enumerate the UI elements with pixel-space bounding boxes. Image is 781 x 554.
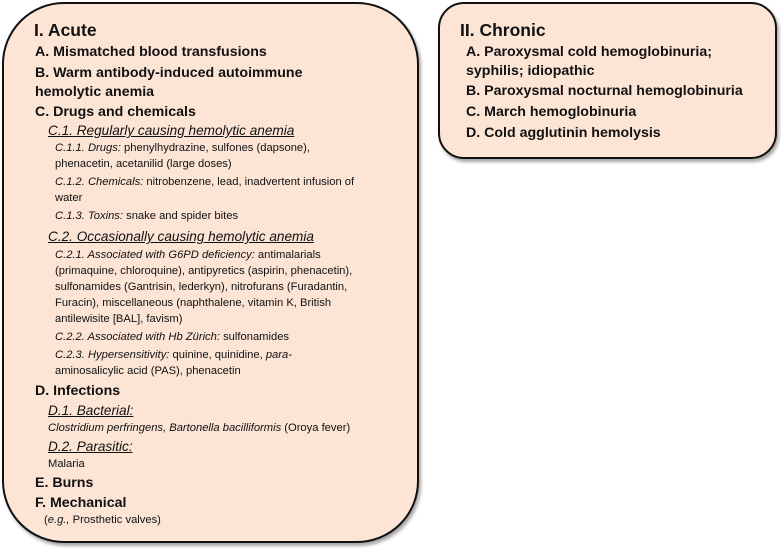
c1-2-line1: C.1.2. Chemicals: nitrobenzene, lead, inadvertent infusion of [55, 176, 355, 188]
c1-1-line2: phenacetin, acetanilid (large doses) [55, 158, 232, 170]
f-note: (e.g., Prosthetic valves) [44, 514, 161, 526]
chronic-item-b: B. Paroxysmal nocturnal hemoglobinuria [466, 83, 743, 99]
chronic-item-a-line1: A. Paroxysmal cold hemoglobinuria; [466, 44, 712, 60]
c1-2-label: C.1.2. Chemicals: [55, 176, 144, 188]
c2-1-line2: (primaquine, chloroquine), antipyretics (aspirin, phenacetin), [55, 265, 353, 277]
acute-title: I. Acute [34, 20, 97, 40]
c1-heading: C.1. Regularly causing hemolytic anemia [48, 123, 295, 138]
chronic-item-c: C. March hemoglobinuria [466, 104, 637, 120]
c2-1-line3: sulfonamides (Gantrisin, lederkyn), nitrofurans (Furadantin, [55, 281, 348, 293]
c2-3-line1: C.2.3. Hypersensitivity: quinine, quinidine, para- [55, 349, 292, 361]
c1-3: C.1.3. Toxins: snake and spider bites [55, 210, 239, 222]
c1-1-line1: C.1.1. Drugs: phenylhydrazine, sulfones (dapsone), [55, 142, 310, 154]
c1-3-label: C.1.3. Toxins: [55, 210, 123, 222]
c2-3-label: C.2.3. Hypersensitivity: [55, 349, 170, 361]
acute-item-b-line1: B. Warm antibody-induced autoimmune [35, 65, 303, 81]
d2-heading: D.2. Parasitic: [48, 439, 133, 454]
c2-heading: C.2. Occasionally causing hemolytic anemia [48, 229, 314, 244]
c1-2-line2: water [55, 192, 83, 204]
c2-3-line2: aminosalicylic acid (PAS), phenacetin [55, 365, 241, 377]
c2-1-line1: C.2.1. Associated with G6PD deficiency: antimalarials [55, 249, 321, 261]
acute-item-c: C. Drugs and chemicals [35, 104, 196, 120]
d1-heading: D.1. Bacterial: [48, 403, 134, 418]
d2-text: Malaria [48, 458, 85, 470]
acute-item-b-line2: hemolytic anemia [35, 84, 155, 100]
chronic-item-d: D. Cold agglutinin hemolysis [466, 125, 661, 141]
acute-item-d: D. Infections [35, 383, 121, 399]
c2-2-label: C.2.2. Associated with Hb Zürich: [55, 331, 220, 343]
acute-item-f: F. Mechanical [35, 495, 127, 511]
d1-text: Clostridium perfringens, Bartonella bacilliformis (Oroya fever) [48, 422, 351, 434]
acute-item-a: A. Mismatched blood transfusions [35, 44, 267, 60]
chronic-title: II. Chronic [460, 20, 546, 40]
c2-1-line5: antilewisite [BAL], favism) [55, 313, 183, 325]
c1-1-label: C.1.1. Drugs: [55, 142, 121, 154]
acute-item-e: E. Burns [35, 475, 94, 491]
c2-1-line4: Furacin), miscellaneous (naphthalene, vitamin K, British [55, 297, 332, 309]
chronic-item-a-line2: syphilis; idiopathic [466, 63, 595, 79]
c2-2: C.2.2. Associated with Hb Zürich: sulfonamides [55, 331, 290, 343]
c2-1-label: C.2.1. Associated with G6PD deficiency: [55, 249, 255, 261]
